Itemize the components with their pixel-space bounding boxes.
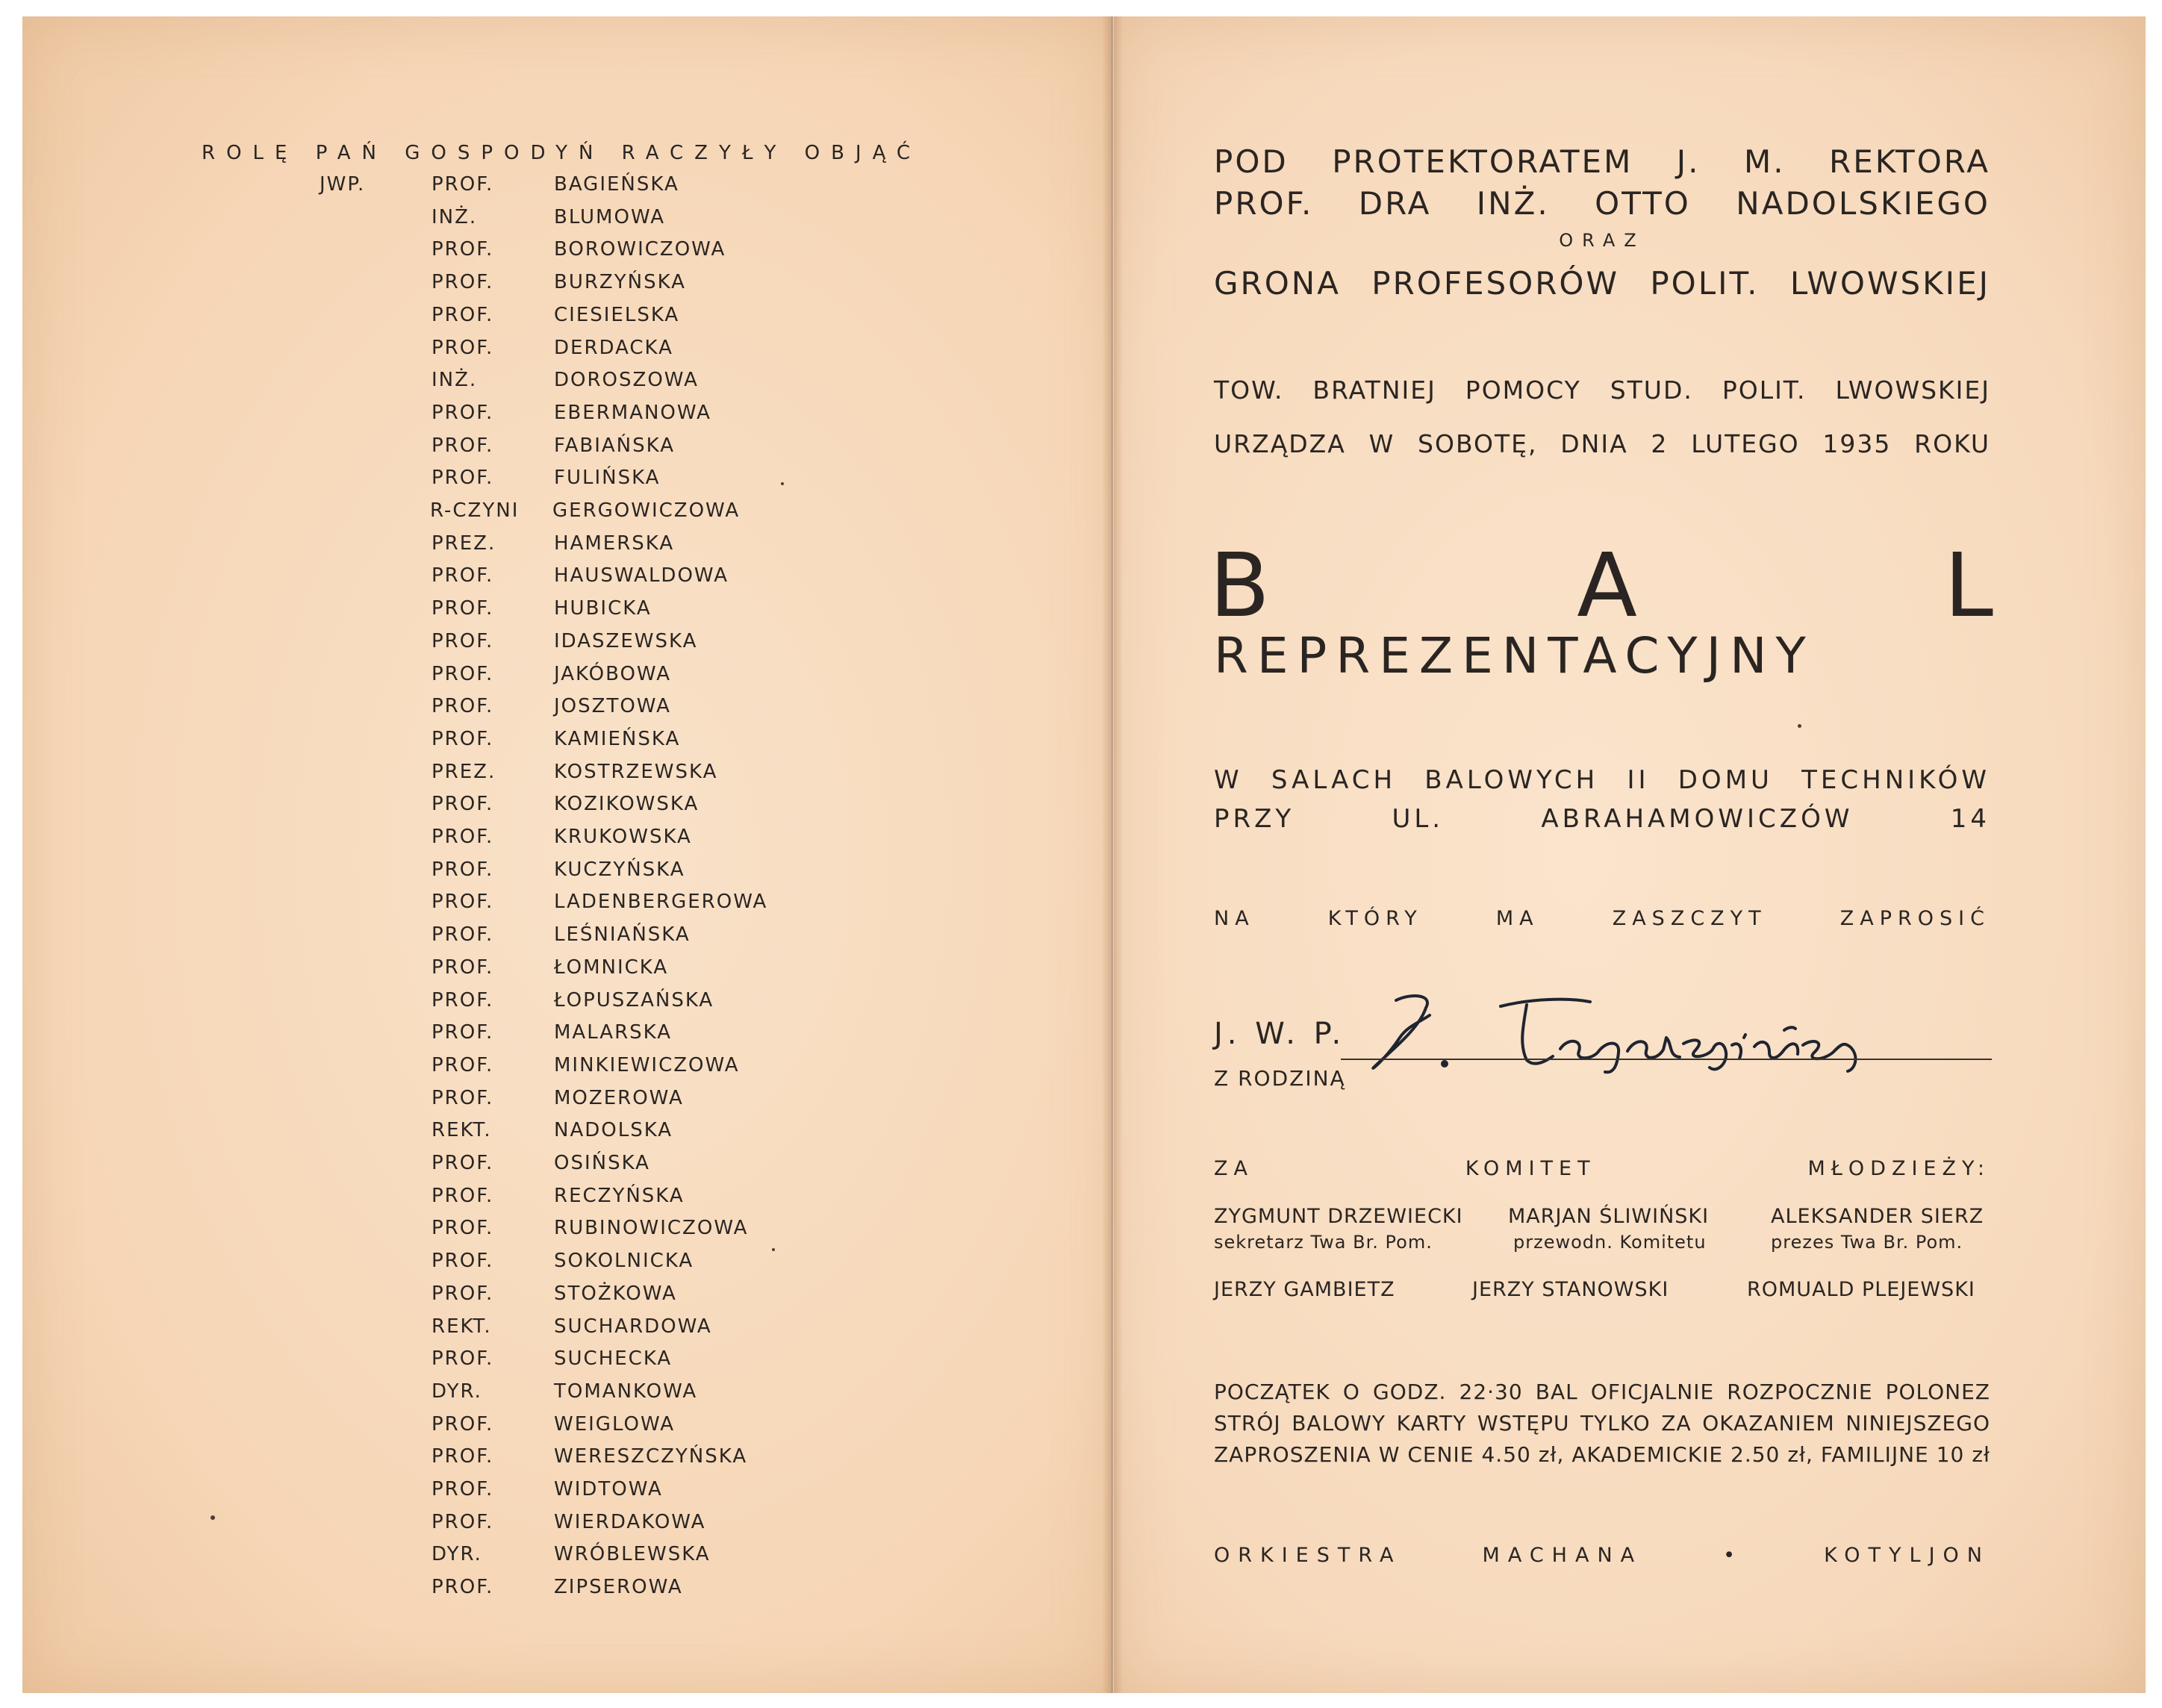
hostess-title: PROF. [432, 271, 494, 293]
hostess-title: R-CZYNI [430, 499, 520, 522]
hostess-title: PROF. [432, 337, 494, 359]
hostess-title: PROF. [432, 467, 494, 489]
page-fold [1102, 16, 1123, 1693]
hostess-name: WEIGLOWA [554, 1413, 676, 1436]
committee-name-3: ALEKSANDER SIERZ [1771, 1205, 1984, 1228]
info-line-1: POCZĄTEK O GODZ. 22·30 BAL OFICJALNIE ROZPOCZNIE POLONEZ [1214, 1380, 1990, 1404]
hostess-title: PROF. [432, 304, 494, 326]
hostess-title: PROF. [432, 956, 494, 979]
committee-member-2: JERZY STANOWSKI [1472, 1278, 1669, 1301]
hostess-title: PROF. [432, 564, 494, 587]
orchestra-line: ORKIESTRA MACHANA • KOTYLJON [1214, 1544, 1990, 1567]
hostess-name: IDASZEWSKA [554, 630, 698, 652]
hostess-name: RECZYŃSKA [554, 1185, 685, 1207]
hostess-name: BURZYŃSKA [554, 271, 686, 293]
paper-speck [1798, 724, 1801, 728]
hostess-name: SOKOLNICKA [554, 1250, 694, 1272]
hostess-name: LEŚNIAŃSKA [554, 923, 691, 946]
info-line-3: ZAPROSZENIA W CENIE 4.50 zł, AKADEMICKIE 2.50 zł, FAMILIJNE 10 zł [1214, 1442, 1990, 1467]
hostess-title: INŻ. [432, 206, 478, 228]
organizer-line-1: TOW. BRATNIEJ POMOCY STUD. POLIT. LWOWSKIEJ [1214, 375, 1990, 405]
hostess-name: ZIPSEROWA [554, 1576, 683, 1598]
hostess-title: INŻ. [432, 369, 478, 391]
hostess-title: PROF. [432, 1347, 494, 1370]
hostess-name: GERGOWICZOWA [552, 499, 741, 522]
hostess-title: PROF. [432, 989, 494, 1012]
hostess-name: EBERMANOWA [554, 402, 711, 424]
hostess-title: PROF. [432, 695, 494, 717]
hostess-name: BLUMOWA [554, 206, 666, 228]
hostess-name: WIERDAKOWA [554, 1511, 706, 1533]
hostess-name: MOZEROWA [554, 1087, 684, 1109]
with-family-label: Z RODZINĄ [1214, 1066, 1346, 1091]
hostess-title: PROF. [432, 173, 494, 196]
hostess-name: DERDACKA [554, 337, 673, 359]
hostess-name: ŁOPUSZAŃSKA [554, 989, 714, 1012]
committee-role-1: sekretarz Twa Br. Pom. [1214, 1232, 1433, 1253]
hostess-title: PROF. [432, 1250, 494, 1272]
hostess-name: KAMIEŃSKA [554, 728, 681, 750]
hostess-name: CIESIELSKA [554, 304, 680, 326]
hostess-title: PROF. [432, 1054, 494, 1076]
hostess-title: REKT. [432, 1315, 492, 1338]
hostess-name: SUCHECKA [554, 1347, 673, 1370]
committee-name-1: ZYGMUNT DRZEWIECKI [1214, 1205, 1463, 1228]
hostess-title: PROF. [432, 238, 494, 261]
hostess-title: PROF. [432, 793, 494, 815]
hostess-title: PREZ. [432, 532, 496, 555]
guest-signature [1366, 985, 1934, 1091]
info-line-2: STRÓJ BALOWY KARTY WSTĘPU TYLKO ZA OKAZANIEM NINIEJSZEGO [1214, 1411, 1990, 1436]
hostess-name: NADOLSKA [554, 1119, 673, 1141]
patronage-line-1: POD PROTEKTORATEM J. M. REKTORA [1214, 143, 1990, 180]
hostess-name: HAMERSKA [554, 532, 675, 555]
venue-line-2: PRZY UL. ABRAHAMOWICZÓW 14 [1214, 804, 1990, 834]
patronage-line-2: PROF. DRA INŻ. OTTO NADOLSKIEGO [1214, 185, 1990, 222]
hostess-title: PROF. [432, 402, 494, 424]
hostess-title: PROF. [432, 1413, 494, 1436]
hostess-title: PROF. [432, 1478, 494, 1500]
hostess-title: PROF. [432, 630, 494, 652]
hostess-name: FULIŃSKA [554, 467, 661, 489]
paper-speck [211, 1515, 215, 1520]
hostess-name: WRÓBLEWSKA [554, 1543, 711, 1565]
hostess-name: MINKIEWICZOWA [554, 1054, 740, 1076]
committee-role-2: przewodn. Komitetu [1513, 1232, 1707, 1253]
hostess-title: PROF. [432, 1021, 494, 1044]
bal-letter-b: B [1209, 534, 1270, 637]
hostess-name: KOZIKOWSKA [554, 793, 700, 815]
hostess-name: KRUKOWSKA [554, 826, 692, 848]
hostess-title: PROF. [432, 597, 494, 620]
committee-heading: ZA KOMITET MŁODZIEŻY: [1214, 1157, 1990, 1180]
hostess-name: KOSTRZEWSKA [554, 761, 718, 783]
hostess-name: SUCHARDOWA [554, 1315, 712, 1338]
left-page [22, 16, 1112, 1693]
hostess-name: WERESZCZYŃSKA [554, 1445, 748, 1468]
invite-line: NA KTÓRY MA ZASZCZYT ZAPROSIĆ [1214, 907, 1990, 930]
hostess-title: PROF. [432, 1217, 494, 1239]
hostess-name: LADENBERGEROWA [554, 891, 768, 913]
hostess-title: PROF. [432, 1087, 494, 1109]
hostess-title: PROF. [432, 1576, 494, 1598]
hostess-name: JAKÓBOWA [554, 663, 672, 685]
hostess-title: PROF. [432, 826, 494, 848]
committee-member-3: ROMUALD PLEJEWSKI [1747, 1278, 1975, 1301]
bal-title [1209, 534, 1993, 637]
hostess-title: PROF. [432, 663, 494, 685]
hostess-name: RUBINOWICZOWA [554, 1217, 749, 1239]
hostess-name: JOSZTOWA [554, 695, 671, 717]
hostess-title: PROF. [432, 891, 494, 913]
hostess-name: STOŻKOWA [554, 1282, 677, 1305]
hostess-name: DOROSZOWA [554, 369, 699, 391]
hostess-title: PROF. [432, 1445, 494, 1468]
hostess-title: DYR. [432, 1380, 482, 1403]
hostess-title: PROF. [432, 728, 494, 750]
hostess-name: ŁOMNICKA [554, 956, 669, 979]
hostess-name: KUCZYŃSKA [554, 858, 685, 881]
hostess-name: MALARSKA [554, 1021, 673, 1044]
hostess-name: FABIAŃSKA [554, 434, 675, 457]
hostess-title: PROF. [432, 923, 494, 946]
bal-letter-l: L [1944, 534, 1993, 637]
hostess-title: PROF. [432, 1152, 494, 1174]
hostess-title: PROF. [432, 434, 494, 457]
hostess-title: PREZ. [432, 761, 496, 783]
hostess-name: WIDTOWA [554, 1478, 663, 1500]
guest-name-line [1341, 1059, 1992, 1060]
committee-name-2: MARJAN ŚLIWIŃSKI [1508, 1205, 1710, 1228]
hostess-name: HUBICKA [554, 597, 652, 620]
hostess-title: PROF. [432, 1282, 494, 1305]
hostess-title: PROF. [432, 1511, 494, 1533]
paper-speck [781, 482, 784, 485]
venue-line-1: W SALACH BALOWYCH II DOMU TECHNIKÓW [1214, 765, 1990, 795]
hostess-name: BAGIEŃSKA [554, 173, 679, 196]
committee-role-3: prezes Twa Br. Pom. [1771, 1232, 1963, 1253]
patronage-line-3: GRONA PROFESORÓW POLIT. LWOWSKIEJ [1214, 265, 1990, 302]
hostess-heading: ROLĘ PAŃ GOSPODYŃ RACZYŁY OBJĄĆ [202, 142, 922, 164]
organizer-line-2: URZĄDZA W SOBOTĘ, DNIA 2 LUTEGO 1935 ROKU [1214, 429, 1990, 458]
hostess-title: PROF. [432, 858, 494, 881]
hostess-name: BOROWICZOWA [554, 238, 726, 261]
hostess-name: HAUSWALDOWA [554, 564, 729, 587]
oraz-label: ORAZ [1559, 230, 1645, 251]
hostess-prefix: JWP. [320, 173, 366, 196]
bal-letter-a: A [1577, 534, 1637, 637]
hostess-title: DYR. [432, 1543, 482, 1565]
jwp-label: J. W. P. [1214, 1017, 1346, 1051]
hostess-name: TOMANKOWA [554, 1380, 698, 1403]
bal-subtitle: REPREZENTACYJNY [1214, 627, 1815, 685]
paper-speck [772, 1248, 775, 1251]
hostess-name: OSIŃSKA [554, 1152, 650, 1174]
hostess-title: REKT. [432, 1119, 492, 1141]
committee-member-1: JERZY GAMBIETZ [1214, 1278, 1395, 1301]
handwritten-guest-name [1366, 985, 1934, 1075]
hostess-title: PROF. [432, 1185, 494, 1207]
